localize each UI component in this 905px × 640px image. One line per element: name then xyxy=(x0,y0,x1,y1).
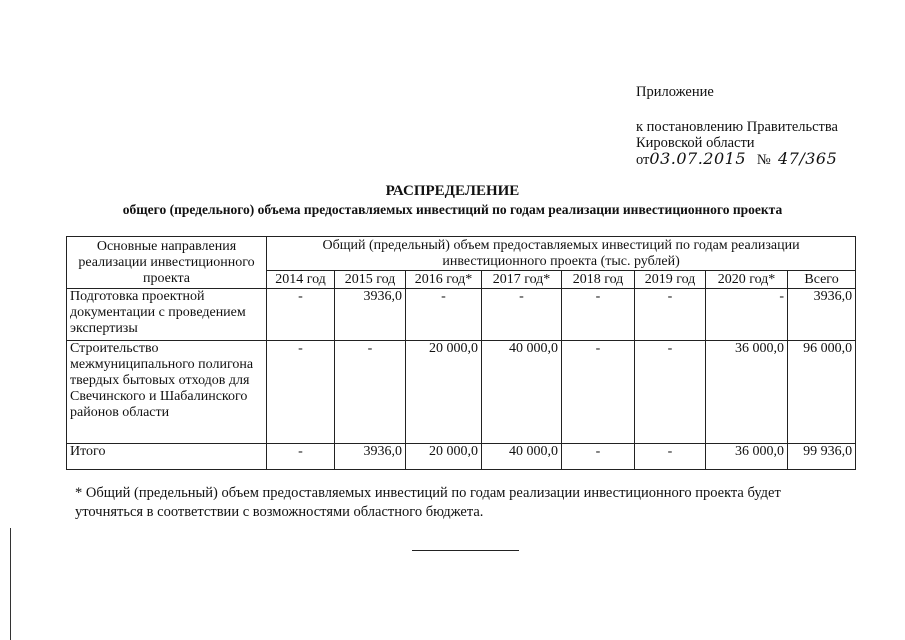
header-total: Всего xyxy=(788,271,856,289)
scan-margin-line xyxy=(10,528,11,640)
cell-value: - xyxy=(267,444,335,470)
cell-value: 96 000,0 xyxy=(788,341,856,444)
handwritten-date: 03.07.2015 xyxy=(649,149,747,168)
header-year: 2018 год xyxy=(562,271,635,289)
cell-value: 20 000,0 xyxy=(406,341,482,444)
header-year: 2020 год* xyxy=(706,271,788,289)
header-year: 2014 год xyxy=(267,271,335,289)
header-direction: Основные направления реализации инвестиционного проекта xyxy=(67,237,267,289)
resolution-label: к постановлению Правительства xyxy=(636,119,838,135)
cell-value: - xyxy=(335,341,406,444)
handwritten-number: 47/365 xyxy=(777,149,838,168)
investment-table xyxy=(66,236,856,470)
cell-value: - xyxy=(635,444,706,470)
cell-value: - xyxy=(562,289,635,341)
cell-value: - xyxy=(406,289,482,341)
cell-value: 3936,0 xyxy=(335,444,406,470)
table-row-total xyxy=(67,444,856,470)
cell-value: - xyxy=(706,289,788,341)
cell-value: - xyxy=(562,444,635,470)
header-investment-group: Общий (предельный) объем предоставляемых инвестиций по годам реализации инвестиционного проекта (тыс. рублей) xyxy=(267,237,856,271)
footnote: * Общий (предельный) объем предоставляемых инвестиций по годам реализации инвестиционного проекта будет уточняться в соответствии с возможностями областного бюджета. xyxy=(75,485,781,520)
from-label: от xyxy=(636,152,650,168)
row-name: Подготовка проектной документации с проведением экспертизы xyxy=(67,289,267,341)
cell-value: - xyxy=(562,341,635,444)
cell-value: 40 000,0 xyxy=(482,444,562,470)
document-title: РАСПРЕДЕЛЕНИЕ xyxy=(385,183,520,199)
header-year: 2017 год* xyxy=(482,271,562,289)
cell-value: 20 000,0 xyxy=(406,444,482,470)
cell-value: - xyxy=(482,289,562,341)
row-name: Итого xyxy=(67,444,267,470)
region-label: Кировской области xyxy=(636,135,755,151)
cell-value: - xyxy=(267,289,335,341)
cell-value: - xyxy=(635,289,706,341)
document-subtitle: общего (предельного) объема предоставляемых инвестиций по годам реализации инвестиционного проекта xyxy=(122,202,783,217)
cell-value: - xyxy=(267,341,335,444)
date-number-line xyxy=(636,151,838,168)
row-name: Строительство межмуниципального полигона твердых бытовых отходов для Свечинского и Шабалинского районов области xyxy=(67,341,267,444)
cell-value: 40 000,0 xyxy=(482,341,562,444)
cell-value: 3936,0 xyxy=(335,289,406,341)
cell-value: 36 000,0 xyxy=(706,341,788,444)
cell-value: - xyxy=(635,341,706,444)
cell-value: 36 000,0 xyxy=(706,444,788,470)
appendix-block xyxy=(636,84,838,168)
closing-rule xyxy=(412,550,519,551)
header-year: 2015 год xyxy=(335,271,406,289)
header-year: 2016 год* xyxy=(406,271,482,289)
cell-value: 99 936,0 xyxy=(788,444,856,470)
number-sign: № xyxy=(756,152,771,168)
table-row xyxy=(67,341,856,444)
table-row xyxy=(67,289,856,341)
cell-value: 3936,0 xyxy=(788,289,856,341)
appendix-label: Приложение xyxy=(636,84,714,100)
header-year: 2019 год xyxy=(635,271,706,289)
